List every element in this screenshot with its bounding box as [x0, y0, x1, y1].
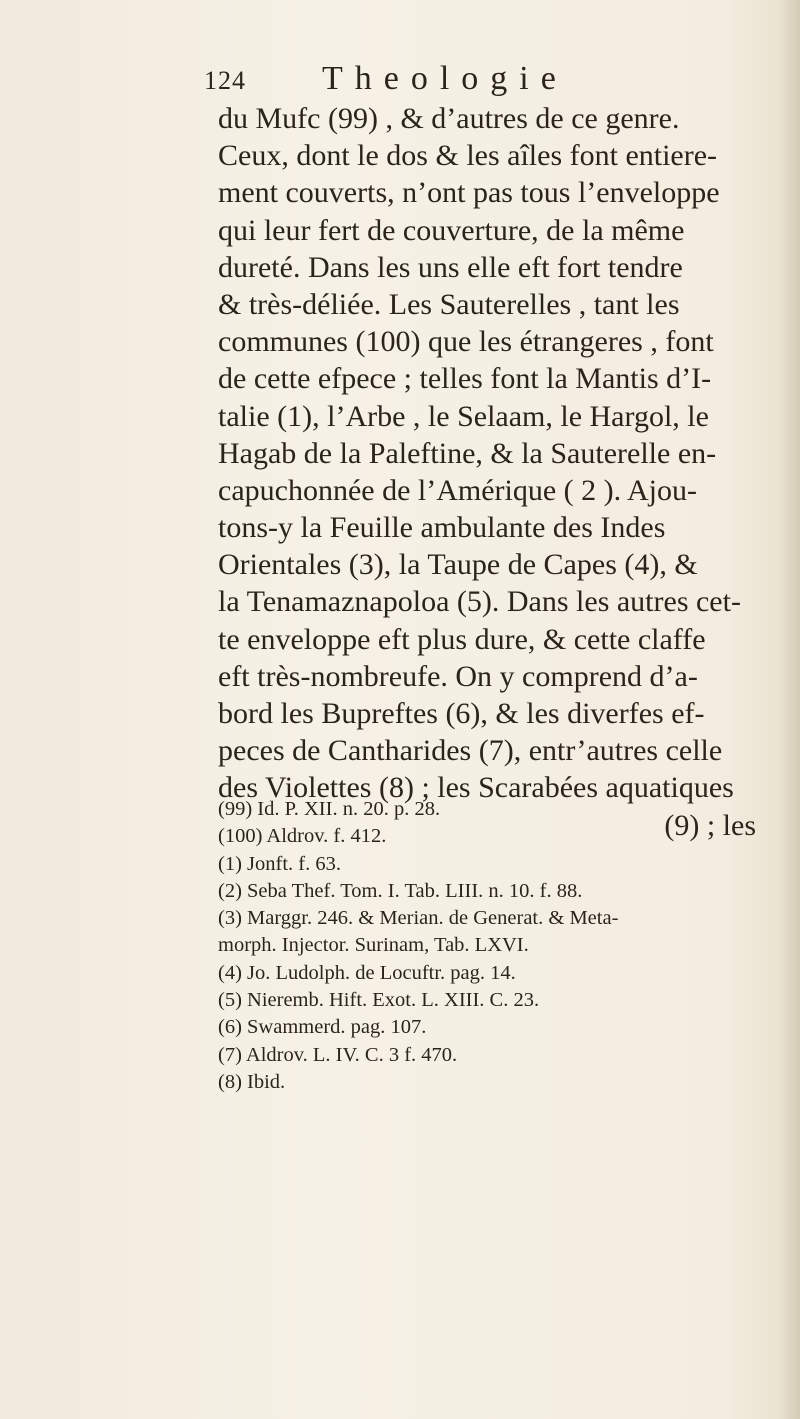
text-line: la Tenamaznapoloa (5). Dans les autres cet- [218, 585, 741, 619]
text-line: du Mufc (99) , & d’autres de ce genre. [218, 102, 680, 135]
footnote: (8) Ibid. [218, 1070, 286, 1093]
text-line: tons-y la Feuille ambulante des Indes [218, 511, 666, 545]
text-line: communes (100) que les étrangeres , font [218, 325, 714, 359]
main-text [218, 100, 778, 844]
text-line: Hagab de la Paleftine, & la Sauterelle en- [218, 436, 717, 470]
footnote: (5) Nieremb. Hift. Exot. L. XIII. C. 23. [218, 989, 540, 1012]
text-line: des Violettes (8) ; les Scarabées aquatiques [218, 771, 734, 805]
page-number: 124 [204, 66, 246, 95]
footnote: (4) Jo. Ludolph. de Locuftr. pag. 14. [218, 961, 516, 984]
text-line: Orientales (3), la Taupe de Capes (4), & [218, 548, 698, 582]
text-line: ment couverts, n’ont pas tous l’enveloppe [218, 176, 720, 210]
text-line: bord les Bupreftes (6), & les diverfes ef- [218, 697, 705, 730]
text-line: qui leur fert de couverture, de la même [218, 213, 685, 247]
footnote: (3) Marggr. 246. & Merian. de Generat. & Meta- [218, 907, 619, 930]
text-line: Ceux, dont le dos & les aîles font entiere- [218, 139, 718, 173]
text-line: talie (1), l’Arbe , le Selaam, le Hargol, le [218, 399, 709, 433]
catchword-line: (9) ; les [664, 808, 756, 842]
running-title: Theologie [322, 60, 568, 97]
text-line: dureté. Dans les uns elle eft fort tendre [218, 250, 683, 284]
page-edge-shadow [778, 0, 800, 1419]
footnote: (100) Aldrov. f. 412. [218, 825, 387, 848]
footnotes [218, 796, 778, 1096]
text-line: te enveloppe eft plus dure, & cette claffe [218, 622, 706, 656]
footnote: (7) Aldrov. L. IV. C. 3 f. 470. [218, 1043, 458, 1066]
text-line: & très-déliée. Les Sauterelles , tant les [218, 287, 680, 321]
footnote: (99) Id. P. XII. n. 20. p. 28. [218, 798, 441, 820]
text-line: eft très-nombreufe. On y comprend d’a- [218, 659, 698, 693]
text-line: de cette efpece ; telles font la Mantis d’I- [218, 362, 712, 396]
footnote: (1) Jonft. f. 63. [218, 852, 341, 875]
page-header [190, 60, 670, 100]
footnote-continuation: morph. Injector. Surinam, Tab. LXVI. [218, 934, 529, 957]
text-line: peces de Cantharides (7), entr’autres celle [218, 734, 723, 768]
footnote: (6) Swammerd. pag. 107. [218, 1016, 427, 1039]
footnote: (2) Seba Thef. Tom. I. Tab. LIII. n. 10. f. 88. [218, 879, 583, 902]
text-line: capuchonnée de l’Amérique ( 2 ). Ajou- [218, 473, 697, 507]
